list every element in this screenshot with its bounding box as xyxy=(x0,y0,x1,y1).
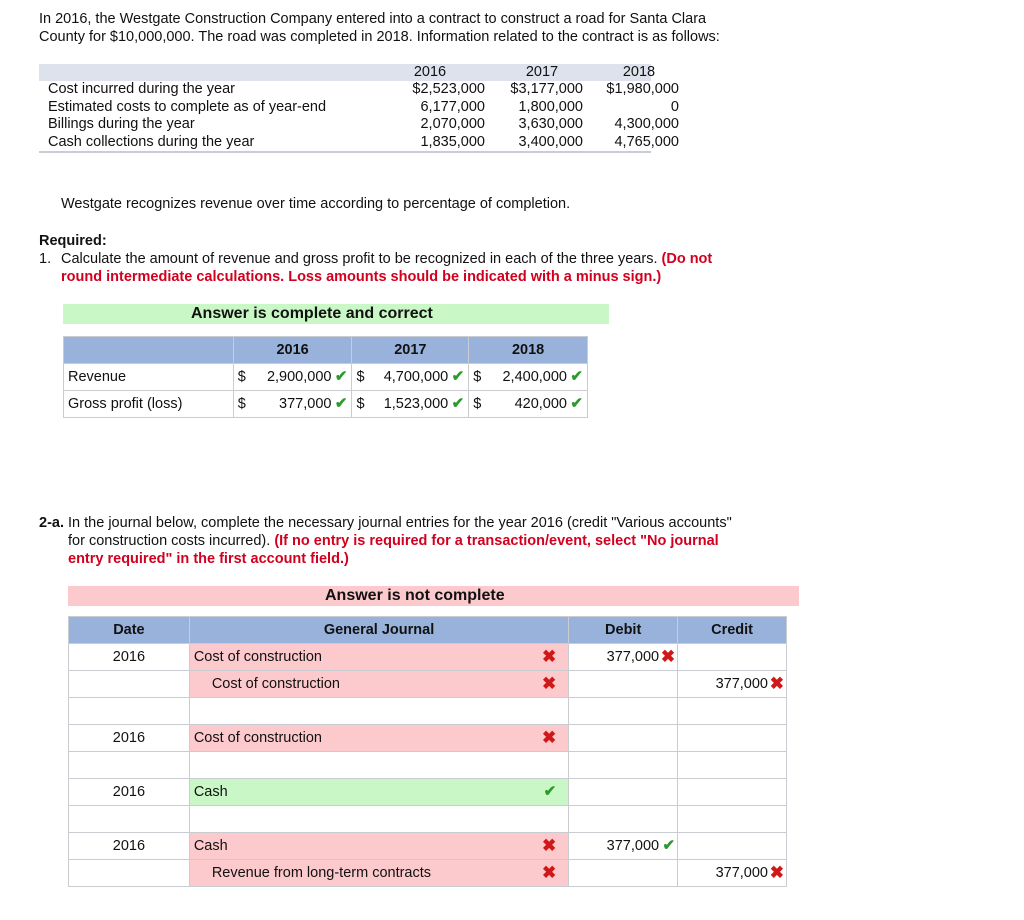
currency-sign: $ xyxy=(356,369,365,385)
journal-header-credit: Credit xyxy=(678,617,787,644)
journal-debit-cell-value: 377,000 xyxy=(606,649,660,665)
journal-debit-cell[interactable] xyxy=(569,779,678,806)
incorrect-icon: ✖ xyxy=(541,836,557,855)
journal-row xyxy=(69,752,787,779)
journal-debit-cell-value: 377,000 xyxy=(606,838,660,854)
journal-account-cell[interactable] xyxy=(189,644,568,671)
journal-credit-cell[interactable] xyxy=(678,806,787,833)
journal-date-cell[interactable] xyxy=(69,752,190,779)
answer-1-banner xyxy=(63,304,609,324)
incorrect-icon: ✖ xyxy=(541,647,557,666)
journal-banner xyxy=(68,586,799,606)
check-icon: ✔ xyxy=(662,837,676,854)
incorrect-icon: ✖ xyxy=(541,863,557,882)
journal-date-cell[interactable] xyxy=(69,725,190,752)
part-2a-instructions xyxy=(39,514,799,568)
info-year-2016: 2016 xyxy=(413,64,447,80)
journal-credit-cell-value: 377,000 xyxy=(715,865,768,881)
info-cell: 4,300,000 xyxy=(614,116,679,132)
journal-row xyxy=(69,725,787,752)
check-icon: ✔ xyxy=(334,395,348,412)
journal-account-cell[interactable] xyxy=(189,671,568,698)
journal-account-cell[interactable] xyxy=(189,725,568,752)
revenue-row xyxy=(64,364,588,391)
part-2a-text-1: In the journal below, complete the necessary journal entries for the year 2016 (credit "Various accounts" xyxy=(68,515,732,531)
incorrect-icon: ✖ xyxy=(769,863,784,882)
journal-credit-cell[interactable] xyxy=(678,833,787,860)
check-icon: ✔ xyxy=(451,368,465,385)
journal-credit-cell[interactable] xyxy=(678,752,787,779)
journal-account-cell[interactable] xyxy=(189,779,568,806)
currency-sign: $ xyxy=(473,396,482,412)
journal-header-debit: Debit xyxy=(569,617,678,644)
journal-credit-cell-value: 377,000 xyxy=(715,676,768,692)
journal-debit-cell[interactable] xyxy=(569,725,678,752)
journal-credit-cell[interactable] xyxy=(678,644,787,671)
journal-date: 2016 xyxy=(112,784,146,800)
journal-credit-cell[interactable] xyxy=(678,860,787,887)
journal-credit-cell[interactable] xyxy=(678,671,787,698)
journal-date-cell[interactable] xyxy=(69,860,190,887)
journal-account-name: Revenue from long-term contracts xyxy=(211,865,432,881)
intro-line-2: County for $10,000,000. The road was completed in 2018. Information related to the contract is as follows: xyxy=(39,29,720,45)
journal-date: 2016 xyxy=(112,838,146,854)
part-2a-number: 2-a. xyxy=(39,515,64,531)
incorrect-icon: ✖ xyxy=(660,647,676,666)
journal-debit-cell[interactable] xyxy=(569,860,678,887)
check-icon: ✔ xyxy=(451,395,465,412)
revenue-year-2018: 2018 xyxy=(469,337,588,364)
revenue-year-2017: 2017 xyxy=(352,337,469,364)
journal-date: 2016 xyxy=(112,649,146,665)
gross-profit-value: 420,000 xyxy=(514,396,567,412)
gross-profit-value: 377,000 xyxy=(279,396,332,412)
journal-row xyxy=(69,698,787,725)
journal-account-cell[interactable] xyxy=(189,860,568,887)
info-cell: 0 xyxy=(670,98,679,115)
revenue-year-2016: 2016 xyxy=(233,337,352,364)
revenue-value: 2,400,000 xyxy=(502,369,567,385)
revenue-value: 2,900,000 xyxy=(266,369,332,385)
journal-row xyxy=(69,806,787,833)
journal-debit-cell[interactable] xyxy=(569,671,678,698)
currency-sign: $ xyxy=(237,369,246,385)
gross-profit-label: Gross profit (loss) xyxy=(64,391,234,418)
journal-account-name: Cost of construction xyxy=(193,730,322,746)
journal-row xyxy=(69,779,787,806)
journal-debit-cell[interactable] xyxy=(569,752,678,779)
journal-header-general-journal: General Journal xyxy=(189,617,568,644)
recognition-note: Westgate recognizes revenue over time according to percentage of completion. xyxy=(61,196,571,212)
journal-date-cell[interactable] xyxy=(69,806,190,833)
intro-paragraph xyxy=(39,10,799,46)
currency-sign: $ xyxy=(356,396,365,412)
journal-header-row xyxy=(69,617,787,644)
gross-profit-cell-2016[interactable] xyxy=(233,391,352,418)
journal-debit-cell[interactable] xyxy=(569,833,678,860)
info-row-label: Estimated costs to complete as of year-end xyxy=(48,98,327,115)
journal-banner-text: Answer is not complete xyxy=(325,587,505,604)
incorrect-icon: ✖ xyxy=(769,674,784,693)
required-item-1 xyxy=(39,250,779,286)
journal-credit-cell[interactable] xyxy=(678,698,787,725)
info-cell: 3,630,000 xyxy=(518,116,583,132)
revenue-label: Revenue xyxy=(64,364,234,391)
journal-row xyxy=(69,644,787,671)
gross-profit-value: 1,523,000 xyxy=(383,396,449,412)
required-section xyxy=(39,232,779,286)
contract-info-table xyxy=(39,64,679,153)
info-cell: 2,070,000 xyxy=(420,116,485,132)
part-2a-note-2: entry required" in the first account field.) xyxy=(68,551,349,567)
gross-profit-cell-2017[interactable] xyxy=(352,391,469,418)
info-row-cost-incurred xyxy=(39,81,679,99)
journal-date-cell[interactable] xyxy=(69,671,190,698)
info-year-2017: 2017 xyxy=(525,64,559,80)
check-icon: ✔ xyxy=(570,395,583,412)
journal-date-cell[interactable] xyxy=(69,833,190,860)
required-item-note-a: (Do not xyxy=(661,251,713,267)
gross-profit-row xyxy=(64,391,588,418)
journal-debit-cell[interactable] xyxy=(569,698,678,725)
answer-1-banner-text: Answer is complete and correct xyxy=(191,305,433,322)
required-item-text: Calculate the amount of revenue and gross profit to be recognized in each of the three years. xyxy=(61,251,658,267)
revenue-cell-2016[interactable] xyxy=(233,364,352,391)
info-cell: 6,177,000 xyxy=(420,98,485,115)
required-item-number: 1. xyxy=(39,251,52,267)
journal-table xyxy=(68,616,787,887)
journal-account-cell[interactable] xyxy=(189,833,568,860)
revenue-cell-2018[interactable] xyxy=(469,364,588,391)
journal-credit-cell[interactable] xyxy=(678,779,787,806)
revenue-value: 4,700,000 xyxy=(383,369,449,385)
journal-account-cell[interactable] xyxy=(189,806,568,833)
required-item-note-b: round intermediate calculations. Loss amounts should be indicated with a minus sign.) xyxy=(61,269,662,285)
journal-account-name: Cost of construction xyxy=(193,649,322,665)
info-row-label: Cash collections during the year xyxy=(48,133,255,150)
journal-row xyxy=(69,833,787,860)
journal-account-cell[interactable] xyxy=(189,698,568,725)
journal-date-cell[interactable] xyxy=(69,644,190,671)
part-2a-text-2: for construction costs incurred). xyxy=(68,533,271,549)
check-icon: ✔ xyxy=(334,368,348,385)
info-cell: 3,400,000 xyxy=(518,133,583,150)
journal-account-cell[interactable] xyxy=(189,752,568,779)
required-heading: Required: xyxy=(39,233,107,249)
info-cell: $2,523,000 xyxy=(412,81,485,97)
check-icon: ✔ xyxy=(570,368,583,385)
info-cell: 1,835,000 xyxy=(420,133,485,150)
journal-account-name: Cash xyxy=(193,838,228,854)
incorrect-icon: ✖ xyxy=(541,674,557,693)
info-row-label: Billings during the year xyxy=(48,116,195,132)
journal-date: 2016 xyxy=(112,730,146,746)
part-2a-note-1: (If no entry is required for a transaction/event, select "No journal xyxy=(274,533,719,549)
incorrect-icon: ✖ xyxy=(541,728,557,747)
journal-date-cell[interactable] xyxy=(69,779,190,806)
info-year-2018: 2018 xyxy=(622,64,656,80)
journal-row xyxy=(69,671,787,698)
info-cell: 1,800,000 xyxy=(518,98,583,115)
revenue-cell-2017[interactable] xyxy=(352,364,469,391)
info-row-estimated-costs xyxy=(39,98,679,117)
info-header-row xyxy=(39,64,656,81)
currency-sign: $ xyxy=(237,396,246,412)
journal-header-date: Date xyxy=(69,617,190,644)
journal-account-name: Cost of construction xyxy=(211,676,340,692)
revenue-profit-table xyxy=(63,336,588,418)
info-row-label: Cost incurred during the year xyxy=(48,81,235,97)
info-row-cash-collections xyxy=(39,133,679,154)
journal-debit-cell[interactable] xyxy=(569,644,678,671)
journal-debit-cell[interactable] xyxy=(569,806,678,833)
info-cell: $3,177,000 xyxy=(510,81,583,97)
intro-line-1: In 2016, the Westgate Construction Company entered into a contract to construct a road for Santa Clara xyxy=(39,11,707,27)
revenue-table-corner xyxy=(64,337,234,364)
info-cell: 4,765,000 xyxy=(614,133,679,150)
info-cell: $1,980,000 xyxy=(606,81,679,97)
info-row-billings xyxy=(39,116,679,134)
journal-account-name: Cash xyxy=(193,784,228,800)
gross-profit-cell-2018[interactable] xyxy=(469,391,588,418)
check-icon: ✔ xyxy=(543,783,557,800)
journal-credit-cell[interactable] xyxy=(678,725,787,752)
journal-row xyxy=(69,860,787,887)
currency-sign: $ xyxy=(473,369,482,385)
journal-date-cell[interactable] xyxy=(69,698,190,725)
